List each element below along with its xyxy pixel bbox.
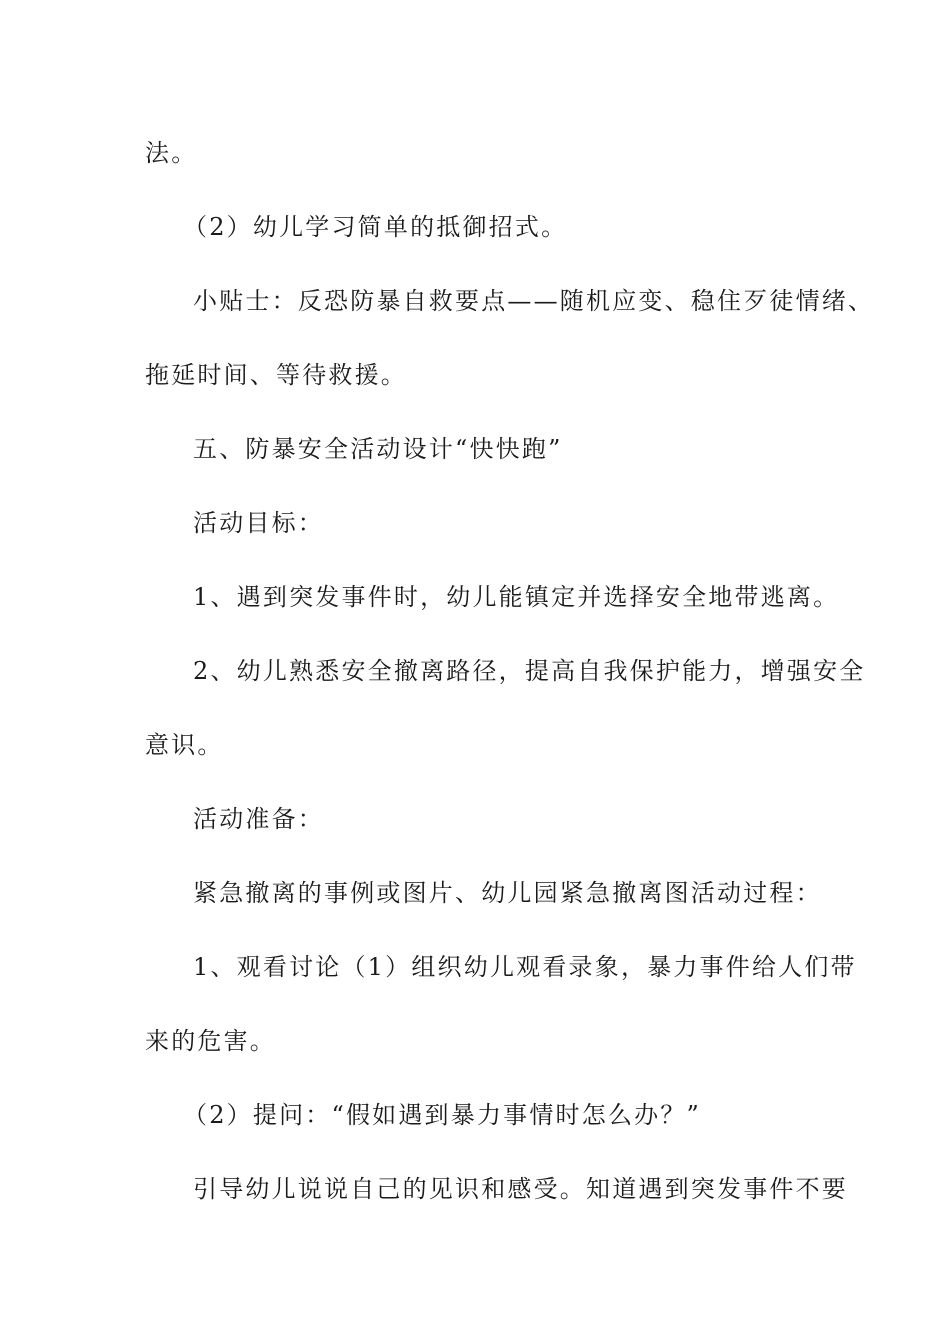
text-line: 意识。: [145, 731, 224, 759]
text-line: 1、遇到突发事件时，幼儿能镇定并选择安全地带逃离。: [193, 583, 840, 611]
text-line: 来的危害。: [145, 1027, 276, 1055]
text-line: 1、观看讨论（1）组织幼儿观看录象，暴力事件给人们带: [193, 953, 857, 981]
text-line: 活动目标：: [193, 509, 324, 537]
text-line: 活动准备：: [193, 805, 324, 833]
text-line: 2、幼儿熟悉安全撤离路径，提高自我保护能力，增强安全: [193, 657, 866, 685]
text-line: 引导幼儿说说自己的见识和感受。知道遇到突发事件不要: [193, 1175, 848, 1203]
text-line: 小贴士：反恐防暴自救要点——随机应变、稳住歹徒情绪、: [193, 287, 875, 315]
text-line: 拖延时间、等待救援。: [145, 361, 407, 389]
text-line: （2）提问：“假如遇到暴力事情时怎么办？”: [183, 1101, 702, 1129]
text-line: 法。: [145, 139, 198, 167]
text-line: 紧急撤离的事例或图片、幼儿园紧急撤离图活动过程：: [193, 879, 822, 907]
text-line: （2）幼儿学习简单的抵御招式。: [183, 213, 568, 241]
text-line: 五、防暴安全活动设计“快快跑”: [193, 435, 563, 463]
